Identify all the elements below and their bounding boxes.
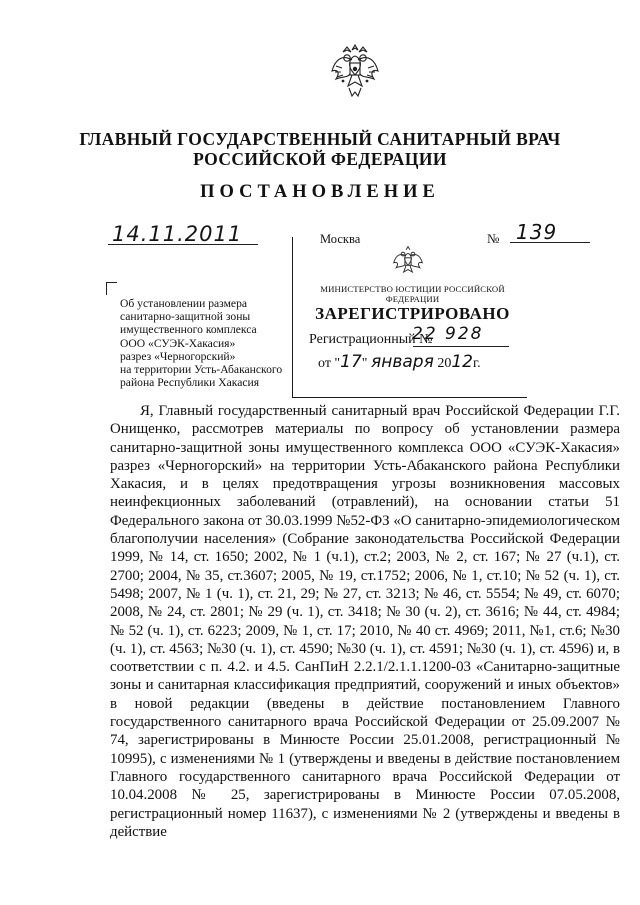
decree-body (110, 402, 620, 842)
subject-line: ООО «СУЭК-Хакасия» (120, 336, 236, 350)
subject-line: Об установлении размера (120, 297, 248, 310)
subject-line: разрез «Черногорский» (120, 349, 236, 363)
stamp-reg-label: Регистрационный № (309, 332, 433, 347)
stamp-reg-day: 17 (340, 352, 362, 372)
stamp-reg-year: 12 (451, 352, 473, 372)
stamp-coat-of-arms-icon (392, 246, 424, 282)
city-label: Москва (320, 232, 361, 246)
subject-line: на территории Усть-Абаканского (120, 363, 283, 377)
decree-number: 139 (516, 220, 558, 244)
subject-line: района Республики Хакасия (120, 376, 260, 390)
stamp-reg-month: января (371, 352, 434, 372)
number-label: № (487, 231, 500, 246)
stamp-ministry: МИНИСТЕРСТВО ЮСТИЦИИ РОССИЙСКОЙ ФЕДЕРАЦИИ (320, 284, 505, 304)
issuer-title: ГЛАВНЫЙ ГОСУДАРСТВЕННЫЙ САНИТАРНЫЙ ВРАЧ (79, 129, 561, 149)
document-type: ПОСТАНОВЛЕНИЕ (200, 182, 440, 202)
subject-line: санитарно-защитной зоны (120, 310, 251, 324)
stamp-reg-date: от "17" января 2012г. (318, 352, 481, 372)
stamp-registered: ЗАРЕГИСТРИРОВАНО (315, 304, 510, 323)
date-underline (108, 244, 258, 245)
body-paragraph: Я, Главный государственный санитарный врач Российской Федерации Г.Г. Онищенко, рассмотрев материалы по вопросу об установлении размера санитарно-защитной зоны имущественного комплекса ООО «СУЭК-Хакасия» разрез «Черногорский» на территории Усть-Абаканского района Республики Хакасия, и в целях предотвращения угрозы возникновения массовых неинфекционных заболеваний (отравлений), на основании статьи 51 Федерального закона от 30.03.1999 №52-ФЗ «О санитарно-эпидемиологическом благополучии населения» (Собрание законодательства Российской Федерации 1999, № 14, ст. 1650; 2002, № 1 (ч.1), ст.2; 2003, № 2, ст. 167; № 27 (ч.1), ст. 2700; 2004, № 35, ст.3607; 2005, № 19, ст.1752; 2006, № 1, ст.10; № 52 (ч. 1), ст. 5498; 2007, № 1 (ч. 1), ст. 21, 29; № 27, ст. 3213; № 46, ст. 5554; № 49, ст. 6070; 2008, № 24, ст. 2801; № 29 (ч. 1), ст. 3418; № 30 (ч. 2), ст. 3616; № 44, ст. 4984; № 52 (ч. 1), ст. 6223; 2009, № 1, ст. 17; 2010, № 40 ст. 4969; 2011, №1, ст.6; №30 (ч. 1), ст. 4563; №30 (ч. 1), ст. 4590; №30 (ч. 1), ст. 4591; №30 (ч. 1), ст. 4596) и, в соответствии с п. 4.2. и 4.5. СанПиН 2.2.1/2.1.1.1200-03 «Санитарно-защитные зоны и санитарная классификация предприятий, сооружений и иных объектов» в новой редакции (введены в действие постановлением Главного государственного санитарного врача Российской Федерации от 25.09.2007 № 74, зарегистрированы в Минюсте России 25.01.2008, регистрационный № 10995), с изменениями № 1 (утверждены и введены в действие постановлением Главного государственного санитарного врача Российской Федерации от 10.04.2008 № 25, зарегистрированы в Минюсте России 07.05.2008, регистрационный номер 11637), с изменениями № 2 (утверждены и введены в действие (110, 403, 620, 840)
coat-of-arms-icon (330, 44, 380, 102)
reg-number-underline (413, 346, 509, 347)
decree-date: 14.11.2011 (112, 222, 243, 246)
stamp-reg-number: 22 928 (412, 324, 484, 344)
decree-subject (120, 297, 292, 389)
subject-bracket (106, 282, 117, 295)
issuer-country: РОССИЙСКОЙ ФЕДЕРАЦИИ (193, 149, 447, 169)
subject-line: имущественного комплекса (120, 323, 257, 337)
